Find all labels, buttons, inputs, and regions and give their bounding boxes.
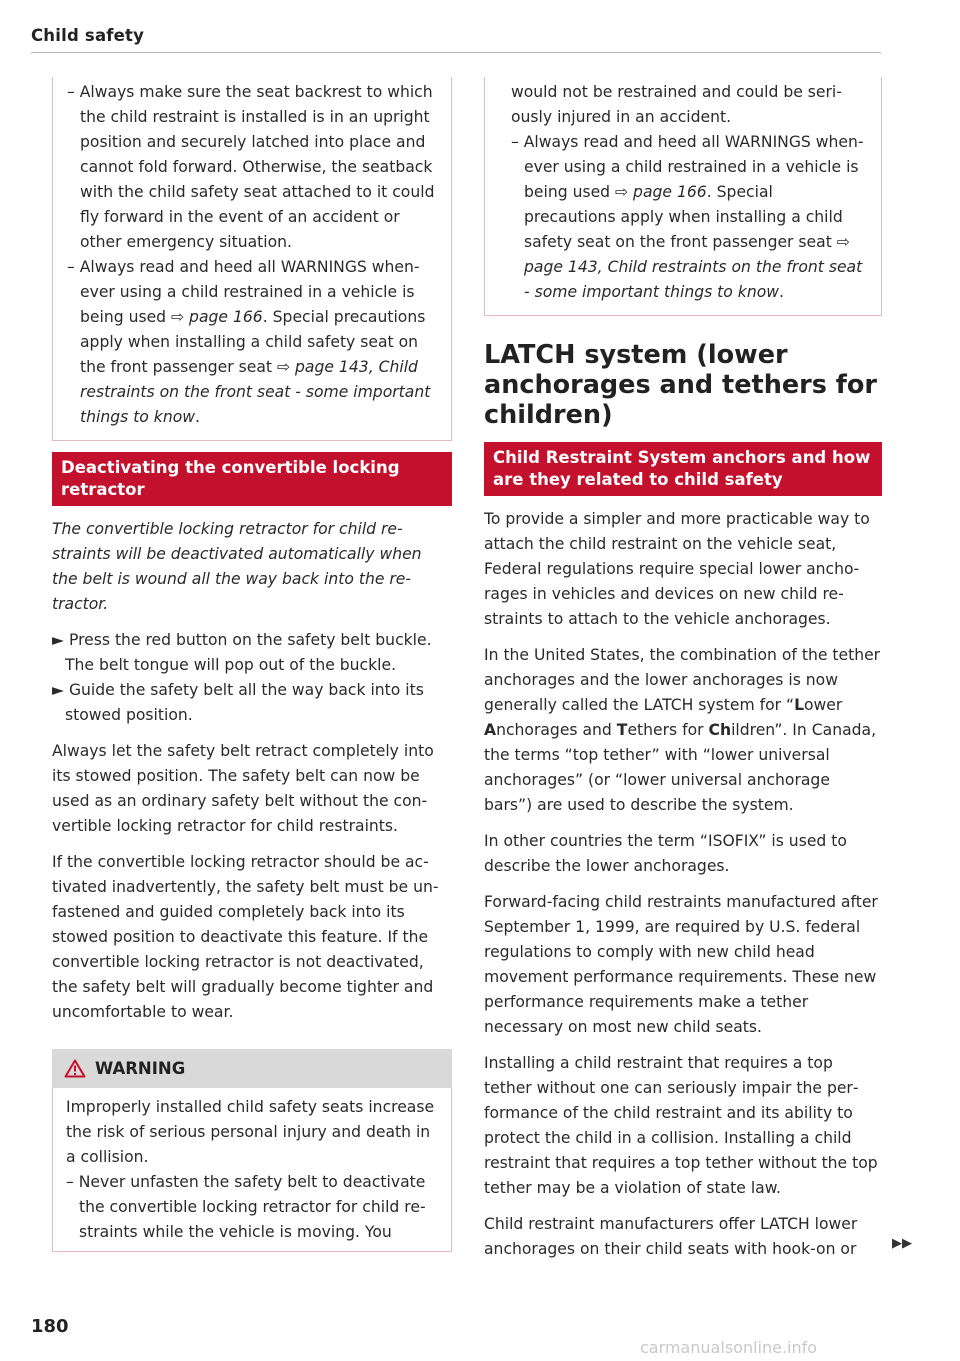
- warning-label: WARNING: [95, 1059, 186, 1078]
- section-heading: Deactivating the convertible locking retractor: [52, 452, 452, 506]
- header-divider: [31, 52, 881, 53]
- body-paragraph: Always let the safety belt retract completely into its stowed position. The safety belt can now be used as an ordinary safety belt without the convertible locking retractor for child restraints.: [52, 742, 434, 835]
- warning-item-read-warnings: – Always read and heed all WARNINGS whenever using a child restrained in a vehicle is being used ⇨ page 166. Special precautions apply when installing a child safety seat on the front passenger seat ⇨ page 143, Child restraints on the front seat - some important things to know.: [67, 258, 431, 426]
- page-reference-link[interactable]: ⇨ page 143, Child restraints on the front seat - some important things to know: [80, 358, 431, 426]
- body-paragraph: Child restraint manufacturers offer LATCH lower anchorages on their child seats with hook-on or: [484, 1215, 858, 1258]
- body-paragraph: If the convertible locking retractor should be activated inadvertently, the safety belt must be unfastened and guided completely back into its stowed position to deactivate this feature. If the convertible locking retractor is not deactivated, the safety belt will gradually become tighter and uncomfortable to wear.: [52, 853, 439, 1021]
- section-header-title: Child safety: [31, 26, 145, 45]
- warning-item: – Never unfasten the safety belt to deactivate the convertible locking retractor for child restraints while the vehicle is moving. You: [66, 1173, 426, 1241]
- left-column: [52, 77, 452, 1252]
- page-reference-link[interactable]: ⇨ page 166: [615, 183, 707, 201]
- warning-header: [52, 1049, 452, 1088]
- warning-continued-text: would not be restrained and could be seriously injured in an accident.: [511, 83, 842, 126]
- chapter-heading: LATCH system (lower anchorages and tethers for children): [484, 340, 877, 430]
- body-paragraph: To provide a simpler and more practicable way to attach the child restraint on the vehicle seat, Federal regulations require special lower anchorages in vehicles and devices on new child restraints to attach to the vehicle anchorages.: [484, 510, 870, 628]
- warning-item-backrest: – Always make sure the seat backrest to which the child restraint is installed is in an upright position and securely latched into place and cannot fold forward. Otherwise, the seatback with the child safety seat attached to it could fly forward in the event of an accident or other emergency situation.: [67, 83, 435, 251]
- continue-arrow-icon: ▶▶: [892, 1236, 912, 1251]
- right-column: [484, 77, 882, 1262]
- section-heading: Child Restraint System anchors and how are they related to child safety: [484, 442, 882, 496]
- warning-item-read-warnings: – Always read and heed all WARNINGS whenever using a child restrained in a vehicle is being used ⇨ page 166. Special precautions apply when installing a child safety seat on the front passenger seat ⇨ page 143, Child restraints on the front seat - some important things to know.: [511, 133, 864, 301]
- warning-continuation-box: [484, 77, 882, 316]
- warning-text: Improperly installed child safety seats increase the risk of serious personal injury and death in a collision.: [66, 1098, 435, 1166]
- body-paragraph: Forward-facing child restraints manufactured after September 1, 1999, are required by U.S. federal regulations to comply with new child head movement performance requirements. These new performance requirements make a tether necessary on most new child seats.: [484, 893, 878, 1036]
- instruction-step: ► Guide the safety belt all the way back into its stowed position.: [52, 681, 424, 724]
- page-reference-link[interactable]: ⇨ page 143, Child restraints on the front seat - some important things to know: [524, 233, 863, 301]
- page-reference-link[interactable]: ⇨ page 166: [171, 308, 263, 326]
- body-paragraph: In other countries the term “ISOFIX” is used to describe the lower anchorages.: [484, 832, 847, 875]
- warning-continuation-box: [52, 77, 452, 441]
- instruction-step: ► Press the red button on the safety belt buckle. The belt tongue will pop out of the buckle.: [52, 631, 432, 674]
- warning-triangle-icon: [64, 1059, 86, 1078]
- section-intro: The convertible locking retractor for child restraints will be deactivated automatically when the belt is wound all the way back into the retractor.: [52, 520, 422, 613]
- page-number: 180: [31, 1316, 69, 1337]
- warning-box: [52, 1088, 452, 1252]
- latch-paragraph: In the United States, the combination of the tether anchorages and the lower anchorages is now generally called the LATCH system for “Lower Anchorages and Tethers for Children”. In Canada, the terms “top tether” with “lower universal anchorages” (or “lower universal anchorage bars”) are used to describe the system.: [484, 646, 881, 814]
- body-paragraph: Installing a child restraint that requires a top tether without one can seriously impair the performance of the child restraint and its ability to protect the child in a collision. Installing a child restraint that requires a top tether without the top tether may be a violation of state law.: [484, 1054, 878, 1197]
- watermark: carmanualsonline.info: [640, 1338, 818, 1357]
